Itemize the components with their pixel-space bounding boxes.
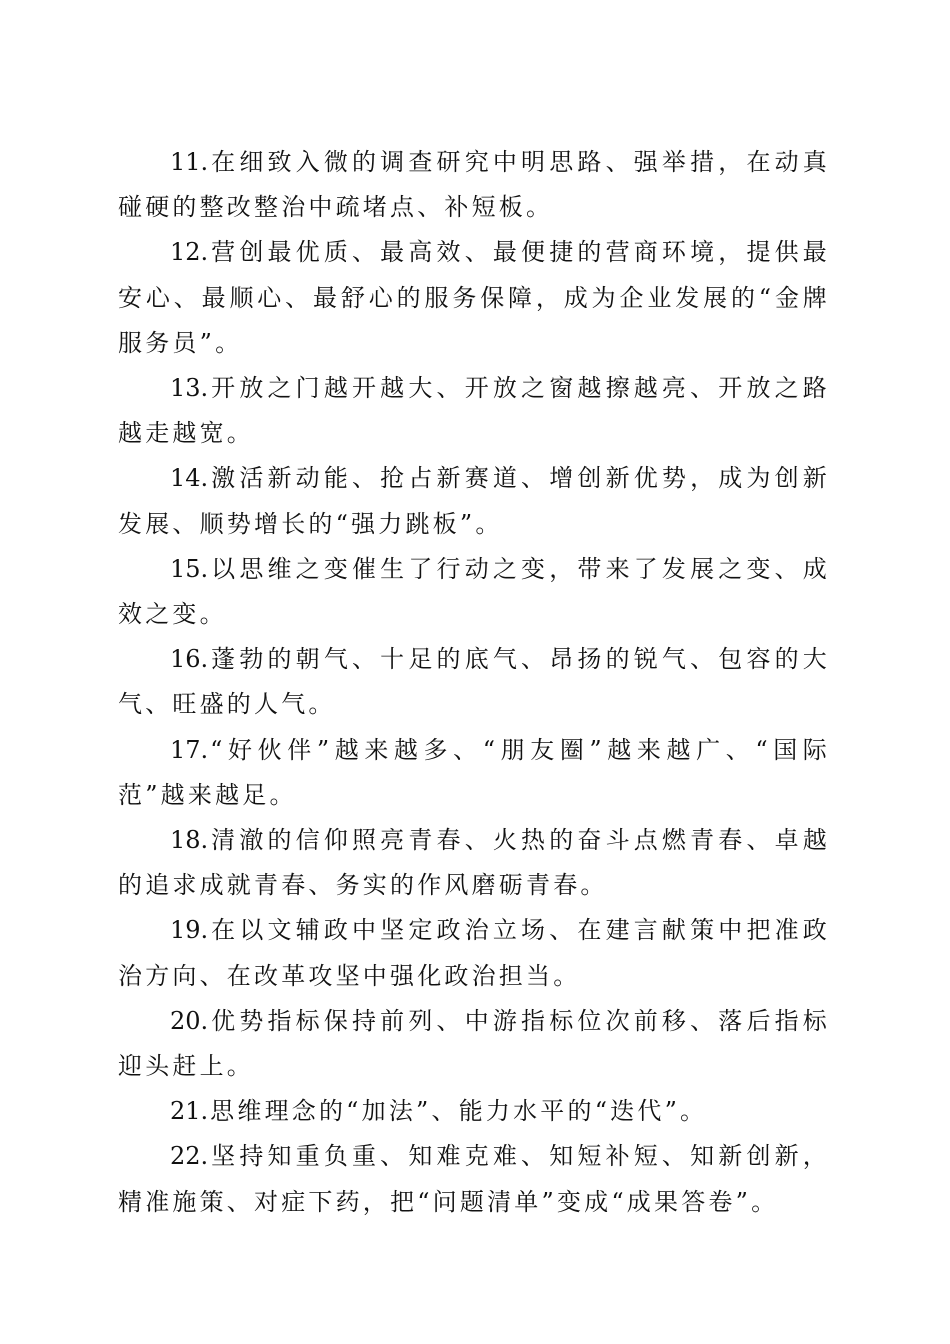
item-number: 22.: [170, 1142, 209, 1171]
item-number: 20.: [170, 1006, 209, 1035]
list-item-21: [118, 1089, 830, 1134]
item-text: 以思维之变催生了行动之变，带来了发展之变、成效之变。: [118, 554, 830, 629]
item-number: 18.: [170, 826, 209, 855]
list-item-19: [118, 908, 830, 998]
item-text: 坚持知重负重、知难克难、知短补短、知新创新，精准施策、对症下药，把“问题清单”变成“成果答卷”。: [118, 1142, 830, 1216]
item-text: 激活新动能、抢占新赛道、增创新优势，成为创新发展、顺势增长的“强力跳板”。: [118, 464, 830, 538]
list-item-16: [118, 637, 830, 727]
item-text: 在细致入微的调查研究中明思路、强举措，在动真碰硬的整改整治中疏堵点、补短板。: [118, 148, 830, 222]
list-item-13: [118, 366, 830, 456]
list-item-18: [118, 818, 830, 908]
item-text: 优势指标保持前列、中游指标位次前移、落后指标迎头赶上。: [118, 1006, 830, 1081]
item-text: 蓬勃的朝气、十足的底气、昂扬的锐气、包容的大气、旺盛的人气。: [118, 645, 830, 719]
list-item-15: [118, 547, 830, 637]
item-text: “好伙伴”越来越多、“朋友圈”越来越广、“国际范”越来越足。: [118, 735, 830, 809]
item-number: 17.: [170, 735, 209, 764]
item-number: 13.: [170, 374, 209, 403]
item-text: 在以文辅政中坚定政治立场、在建言献策中把准政治方向、在改革攻坚中强化政治担当。: [118, 916, 830, 990]
item-number: 15.: [170, 554, 209, 583]
list-item-22: [118, 1134, 830, 1224]
item-number: 11.: [170, 148, 209, 176]
item-text: 清澈的信仰照亮青春、火热的奋斗点燃青春、卓越的追求成就青春、务实的作风磨砺青春。: [118, 826, 830, 900]
item-text: 思维理念的“加法”、能力水平的“迭代”。: [210, 1097, 708, 1126]
item-number: 16.: [170, 645, 209, 674]
item-number: 12.: [170, 238, 209, 267]
document-body: [118, 140, 830, 1225]
list-item-12: [118, 230, 830, 366]
item-text: 营创最优质、最高效、最便捷的营商环境，提供最安心、最顺心、最舒心的服务保障，成为企业发展的“金牌服务员”。: [118, 238, 830, 357]
item-text: 开放之门越开越大、开放之窗越擦越亮、开放之路越走越宽。: [118, 374, 830, 448]
list-item-20: [118, 999, 830, 1089]
list-item-11: [118, 140, 830, 230]
list-item-17: [118, 728, 830, 818]
item-number: 21.: [170, 1097, 209, 1126]
list-item-14: [118, 456, 830, 546]
item-number: 14.: [170, 464, 209, 493]
item-number: 19.: [170, 916, 209, 945]
